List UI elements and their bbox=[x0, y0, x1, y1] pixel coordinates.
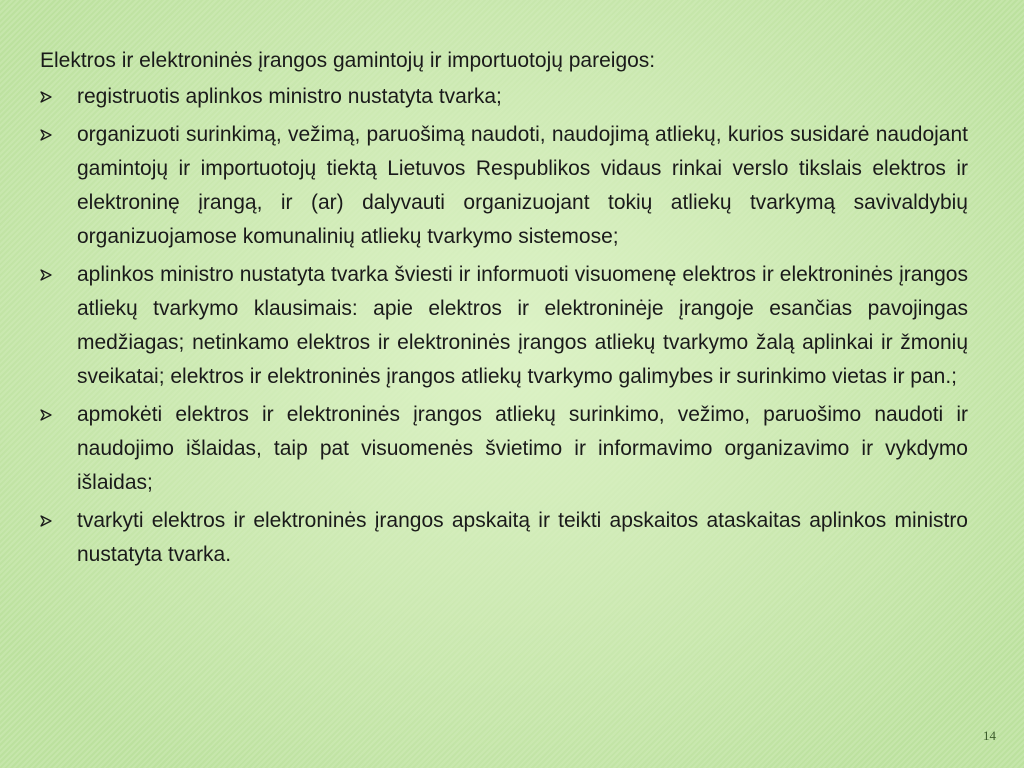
bullet-item bbox=[40, 398, 968, 500]
arrowhead-bullet-icon bbox=[40, 258, 54, 292]
bullet-list bbox=[40, 80, 968, 572]
bullet-text: apmokėti elektros ir elektroninės įrangos atliekų surinkimo, vežimo, paruošimo naudoti ir naudojimo išlaidas, taip pat visuomenės švietimo ir informavimo organizavimo ir vykdymo išlaidas; bbox=[77, 403, 968, 494]
bullet-text: tvarkyti elektros ir elektroninės įrangos apskaitą ir teikti apskaitos ataskaitas aplinkos ministro nustatyta tvarka. bbox=[77, 509, 968, 566]
bullet-text: registruotis aplinkos ministro nustatyta tvarka; bbox=[77, 85, 502, 108]
bullet-item bbox=[40, 80, 968, 114]
intro-text: Elektros ir elektroninės įrangos gamintojų ir importuotojų pareigos: bbox=[40, 49, 656, 72]
page-number: 14 bbox=[983, 728, 996, 743]
bullet-item bbox=[40, 258, 968, 394]
bullet-text: aplinkos ministro nustatyta tvarka šviesti ir informuoti visuomenę elektros ir elektroninės įrangos atliekų tvarkymo klausimais: apie elektros ir elektroninėje įrangoje esančias pavojingas medžiagas; netinkamo elektros ir elektroninės įrangos atliekų tvarkymo žalą aplinkai ir žmonių sveikatai; elektros ir elektroninės įrangos atliekų tvarkymo galimybes ir surinkimo vietas ir pan.; bbox=[77, 263, 968, 388]
arrowhead-bullet-icon bbox=[40, 80, 54, 114]
bullet-item bbox=[40, 504, 968, 572]
slide-content bbox=[40, 44, 968, 576]
arrowhead-bullet-icon bbox=[40, 118, 54, 152]
bullet-item bbox=[40, 118, 968, 254]
arrowhead-bullet-icon bbox=[40, 398, 54, 432]
bullet-text: organizuoti surinkimą, vežimą, paruošimą naudoti, naudojimą atliekų, kurios susidarė naudojant gamintojų ir importuotojų tiektą Lietuvos Respublikos vidaus rinkai verslo tikslais elektros ir elektroninę įrangą, ir (ar) dalyvauti organizuojant tokių atliekų tvarkymą savivaldybių organizuojamose komunalinių atliekų tvarkymo sistemose; bbox=[77, 123, 968, 248]
arrowhead-bullet-icon bbox=[40, 504, 54, 538]
